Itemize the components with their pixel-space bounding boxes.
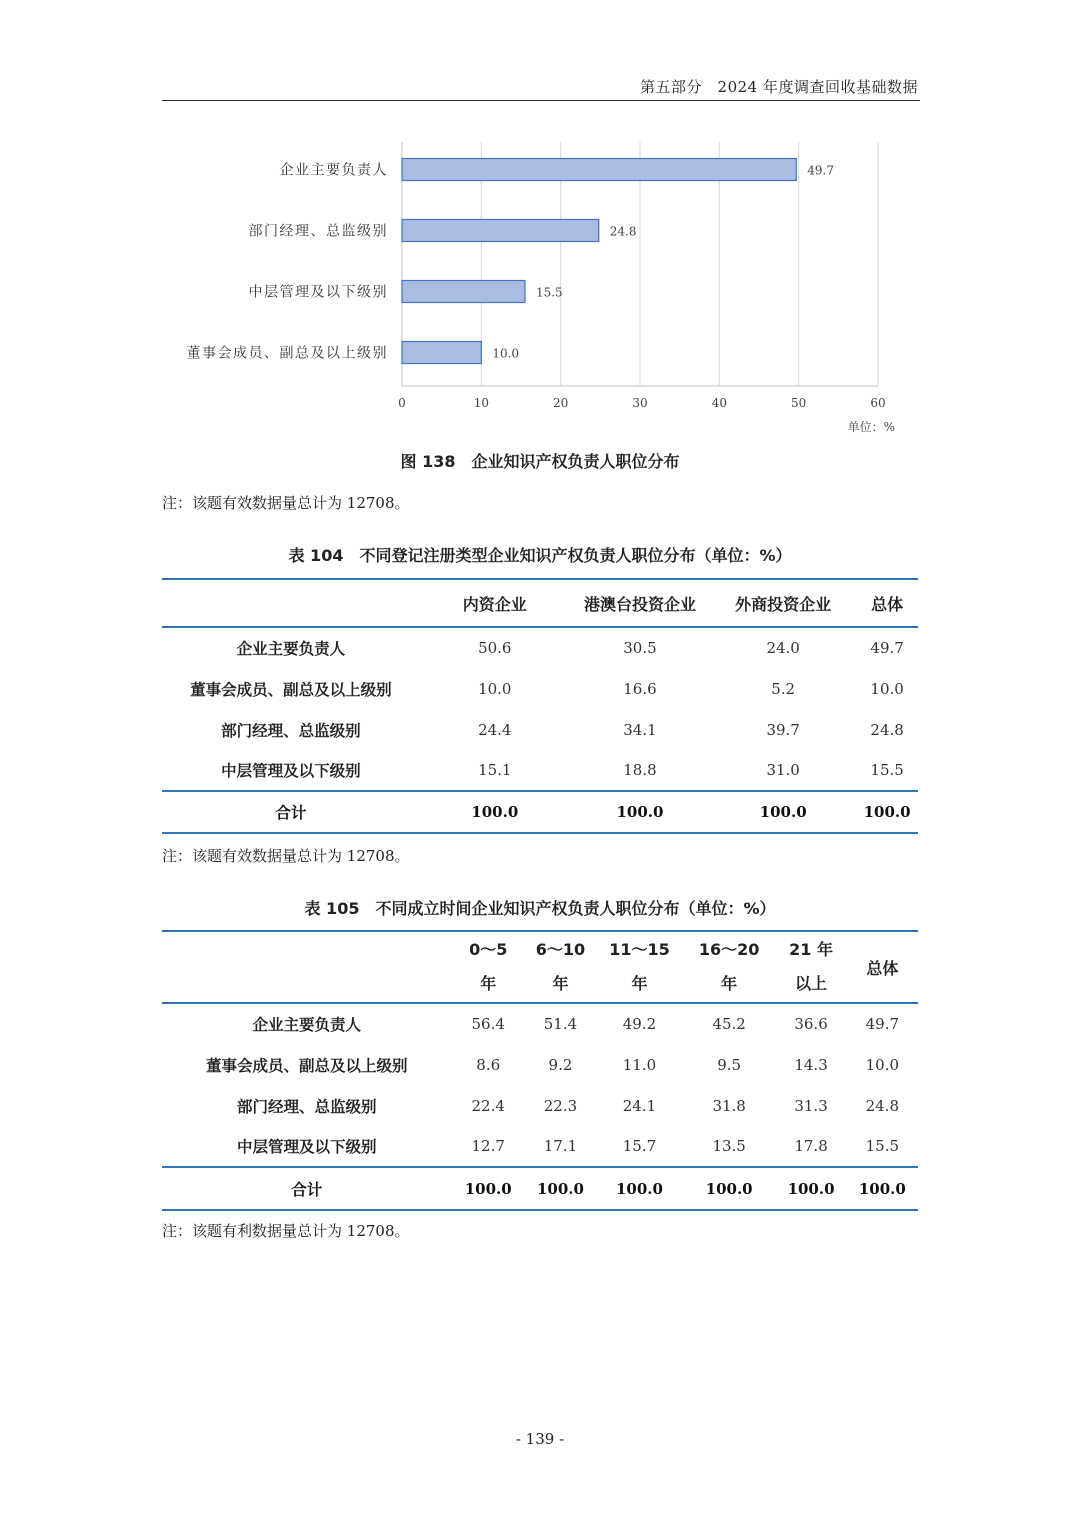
table-cell: 17.8: [794, 1137, 828, 1155]
page-number: - 139 -: [515, 1430, 565, 1448]
table104-note: 注：该题有效数据量总计为 12708。: [162, 847, 410, 865]
table-header-cell: 内资企业: [420, 579, 570, 627]
table-cell: 100.0: [683, 1167, 776, 1210]
data-label: 24.8: [609, 224, 637, 239]
table-header-cell: 港澳台投资企业: [570, 579, 710, 627]
bar-chart: [160, 130, 920, 440]
bar: [402, 342, 481, 364]
table-cell: 45.2: [712, 1015, 746, 1033]
table-header-cell: 6～10 年: [525, 931, 596, 1003]
row-label: 中层管理及以下级别: [237, 1138, 377, 1156]
table-cell: 100.0: [775, 1167, 846, 1210]
table-total-row: [162, 791, 918, 833]
row-label: 合计: [162, 1167, 452, 1210]
table-105: [162, 930, 918, 1211]
table-cell: 10.0: [865, 1055, 900, 1074]
table-cell: 31.3: [794, 1096, 828, 1115]
table-cell: 9.2: [548, 1055, 573, 1074]
table-cell: 9.5: [717, 1055, 742, 1074]
table-cell: 100.0: [856, 791, 918, 833]
table-cell: 24.8: [870, 720, 904, 739]
running-header: [162, 76, 920, 101]
table-104: [162, 578, 918, 834]
x-tick-label: 30: [632, 396, 648, 410]
category-label: 企业主要负责人: [279, 162, 388, 179]
table-cell: 10.0: [870, 679, 904, 698]
x-tick-label: 40: [711, 396, 727, 410]
category-label: 部门经理、总监级别: [248, 223, 388, 240]
table-cell: 31.8: [712, 1096, 746, 1115]
data-label: 10.0: [492, 346, 520, 361]
table-cell: 24.4: [478, 720, 512, 739]
x-tick-label: 0: [398, 396, 406, 410]
table-cell: 36.6: [794, 1015, 828, 1033]
table-row: [162, 668, 918, 709]
table-cell: 49.2: [622, 1015, 657, 1033]
table-header-cell: 总体: [856, 579, 918, 627]
category-label: 中层管理及以下级别: [248, 284, 388, 301]
table-header-cell: 0～5 年: [452, 931, 525, 1003]
table-cell: 100.0: [452, 1167, 525, 1210]
table-cell: 56.4: [471, 1015, 505, 1033]
x-tick-label: 60: [870, 396, 886, 410]
x-tick-label: 50: [791, 396, 807, 410]
table-cell: 5.2: [771, 679, 796, 698]
table-header-cell: 外商投资企业: [710, 579, 856, 627]
table105-title: 表 105 不同成立时间企业知识产权负责人职位分布（单位：%）: [304, 899, 776, 918]
bar: [402, 281, 525, 303]
table-header-cell: 总体: [847, 931, 918, 1003]
table-row: [162, 709, 918, 750]
table-row: [162, 1126, 918, 1167]
row-label: 部门经理、总监级别: [221, 721, 361, 740]
table-cell: 24.8: [865, 1096, 900, 1115]
table-cell: 34.1: [623, 720, 657, 739]
table-header-row: [162, 931, 918, 1003]
table-row: [162, 1085, 918, 1126]
table-cell: 51.4: [543, 1015, 578, 1033]
unit-label: 单位：%: [847, 420, 895, 434]
table-cell: 100.0: [710, 791, 856, 833]
table-cell: 8.6: [476, 1055, 501, 1074]
table-cell: 15.5: [870, 761, 904, 779]
table-cell: 100.0: [570, 791, 710, 833]
row-label: 董事会成员、副总及以上级别: [206, 1056, 408, 1075]
table-total-row: [162, 1167, 918, 1210]
table-cell: 24.0: [766, 639, 800, 657]
table-header-cell: 21 年 以上: [775, 931, 846, 1003]
row-label: 合计: [162, 791, 420, 833]
data-label: 15.5: [535, 285, 563, 300]
x-tick-label: 20: [553, 396, 569, 410]
table-cell: 100.0: [420, 791, 570, 833]
table-cell: 15.5: [865, 1137, 900, 1155]
table104-title: 表 104 不同登记注册类型企业知识产权负责人职位分布（单位：%）: [288, 546, 792, 565]
table-cell: 39.7: [766, 720, 800, 739]
table-cell: 100.0: [525, 1167, 596, 1210]
table-cell: 12.7: [471, 1137, 505, 1155]
table-cell: 49.7: [870, 639, 904, 657]
figure-note: 注：该题有效数据量总计为 12708。: [162, 494, 410, 512]
table-cell: 11.0: [622, 1055, 657, 1074]
bar: [402, 159, 796, 181]
table105-note: 注：该题有利数据量总计为 12708。: [162, 1222, 410, 1240]
table-header-cell: [162, 931, 452, 1003]
table-row: [162, 750, 918, 791]
table-cell: 31.0: [766, 761, 800, 779]
figure-caption: 图 138 企业知识产权负责人职位分布: [400, 452, 680, 471]
bar: [402, 220, 599, 242]
table-cell: 50.6: [478, 639, 512, 657]
row-label: 企业主要负责人: [252, 1016, 362, 1034]
table-header-cell: 16～20 年: [683, 931, 776, 1003]
running-header-text: 第五部分 2024 年度调查回收基础数据: [640, 78, 918, 96]
table-header-cell: [162, 579, 420, 627]
row-label: 企业主要负责人: [236, 640, 346, 658]
table-cell: 14.3: [794, 1055, 828, 1074]
table-cell: 22.4: [471, 1096, 505, 1115]
table-header-row: [162, 579, 918, 627]
row-label: 中层管理及以下级别: [221, 762, 361, 780]
table-cell: 16.6: [623, 679, 657, 698]
table-cell: 30.5: [623, 639, 657, 657]
table-cell: 15.7: [622, 1137, 657, 1155]
table-row: [162, 1003, 918, 1044]
table-cell: 15.1: [478, 761, 512, 779]
table-cell: 24.1: [622, 1096, 657, 1115]
x-tick-label: 10: [473, 396, 489, 410]
table-row: [162, 1044, 918, 1085]
category-label: 董事会成员、副总及以上级别: [186, 345, 388, 362]
data-label: 49.7: [807, 163, 835, 178]
table-cell: 22.3: [543, 1096, 578, 1115]
table-cell: 100.0: [847, 1167, 918, 1210]
table-header-cell: 11～15 年: [596, 931, 683, 1003]
chart-canvas: [160, 130, 920, 440]
table-cell: 18.8: [623, 761, 657, 779]
table-cell: 13.5: [712, 1137, 746, 1155]
table-cell: 17.1: [543, 1137, 578, 1155]
table-cell: 100.0: [596, 1167, 683, 1210]
row-label: 部门经理、总监级别: [237, 1097, 377, 1116]
table-cell: 10.0: [478, 679, 512, 698]
row-label: 董事会成员、副总及以上级别: [190, 680, 392, 699]
table-row: [162, 627, 918, 668]
table-cell: 49.7: [865, 1015, 900, 1033]
